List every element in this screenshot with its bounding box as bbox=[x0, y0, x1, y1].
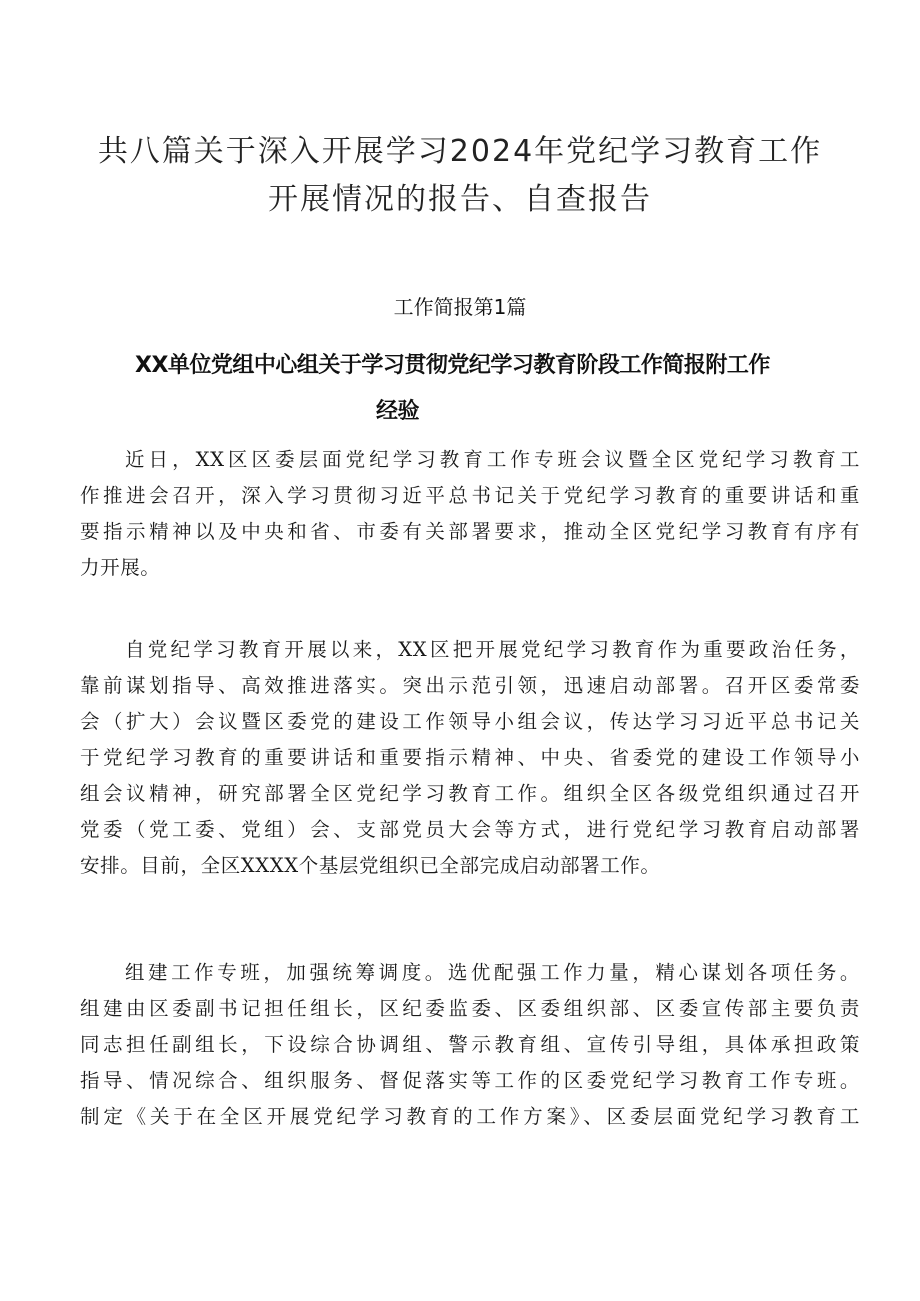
subtitle-line-2: 经验 bbox=[376, 399, 420, 424]
paragraph-1 bbox=[80, 442, 860, 586]
paragraph-line: 安排。目前，全区XXXX个基层党组织已全部完成启动部署工作。 bbox=[80, 854, 661, 877]
paragraph-line: 组建工作专班，加强统筹调度。选优配强工作力量，精心谋划各项任务。 bbox=[125, 961, 860, 984]
paragraph-line: 靠前谋划指导、高效推进落实。突出示范引领，迅速启动部署。召开区委常委 bbox=[80, 674, 860, 697]
paragraph-line: 制定《关于在全区开展党纪学习教育的工作方案》、区委层面党纪学习教育工 bbox=[80, 1105, 860, 1128]
paragraph-line: 作推进会召开，深入学习贯彻习近平总书记关于党纪学习教育的重要讲话和重 bbox=[80, 484, 860, 507]
paragraph-line: 党委（党工委、党组）会、支部党员大会等方式，进行党纪学习教育启动部署 bbox=[80, 818, 860, 841]
paragraph-line: 组建由区委副书记担任组长，区纪委监委、区委组织部、区委宣传部主要负责 bbox=[80, 997, 860, 1020]
paragraph-line: 要指示精神以及中央和省、市委有关部署要求，推动全区党纪学习教育有序有 bbox=[80, 520, 860, 543]
subtitle-line-1: XX单位党组中心组关于学习贯彻党纪学习教育阶段工作简报附工作 bbox=[135, 353, 770, 378]
paragraph-line: 指导、情况综合、组织服务、督促落实等工作的区委党纪学习教育工作专班。 bbox=[80, 1069, 860, 1092]
paragraph-line: 组会议精神，研究部署全区党纪学习教育工作。组织全区各级党组织通过召开 bbox=[80, 782, 860, 805]
paragraph-line: 同志担任副组长，下设综合协调组、警示教育组、宣传引导组，具体承担政策 bbox=[80, 1033, 860, 1056]
paragraph-line: 会（扩大）会议暨区委党的建设工作领导小组会议，传达学习习近平总书记关 bbox=[80, 710, 860, 733]
section-label: 工作简报第1篇 bbox=[393, 295, 527, 319]
paragraph-3 bbox=[80, 955, 860, 1135]
paragraph-line: 力开展。 bbox=[80, 556, 161, 579]
paragraph-line: 近日，XX区区委层面党纪学习教育工作专班会议暨全区党纪学习教育工 bbox=[125, 448, 860, 471]
document-title-line-2: 开展情况的报告、自查报告 bbox=[268, 182, 652, 217]
paragraph-line: 于党纪学习教育的重要讲话和重要指示精神、中央、省委党的建设工作领导小 bbox=[80, 746, 860, 769]
document-title-line-1: 共八篇关于深入开展学习2024年党纪学习教育工作 bbox=[97, 134, 823, 169]
paragraph-line: 自党纪学习教育开展以来，XX区把开展党纪学习教育作为重要政治任务， bbox=[125, 638, 860, 661]
paragraph-2 bbox=[80, 632, 860, 884]
